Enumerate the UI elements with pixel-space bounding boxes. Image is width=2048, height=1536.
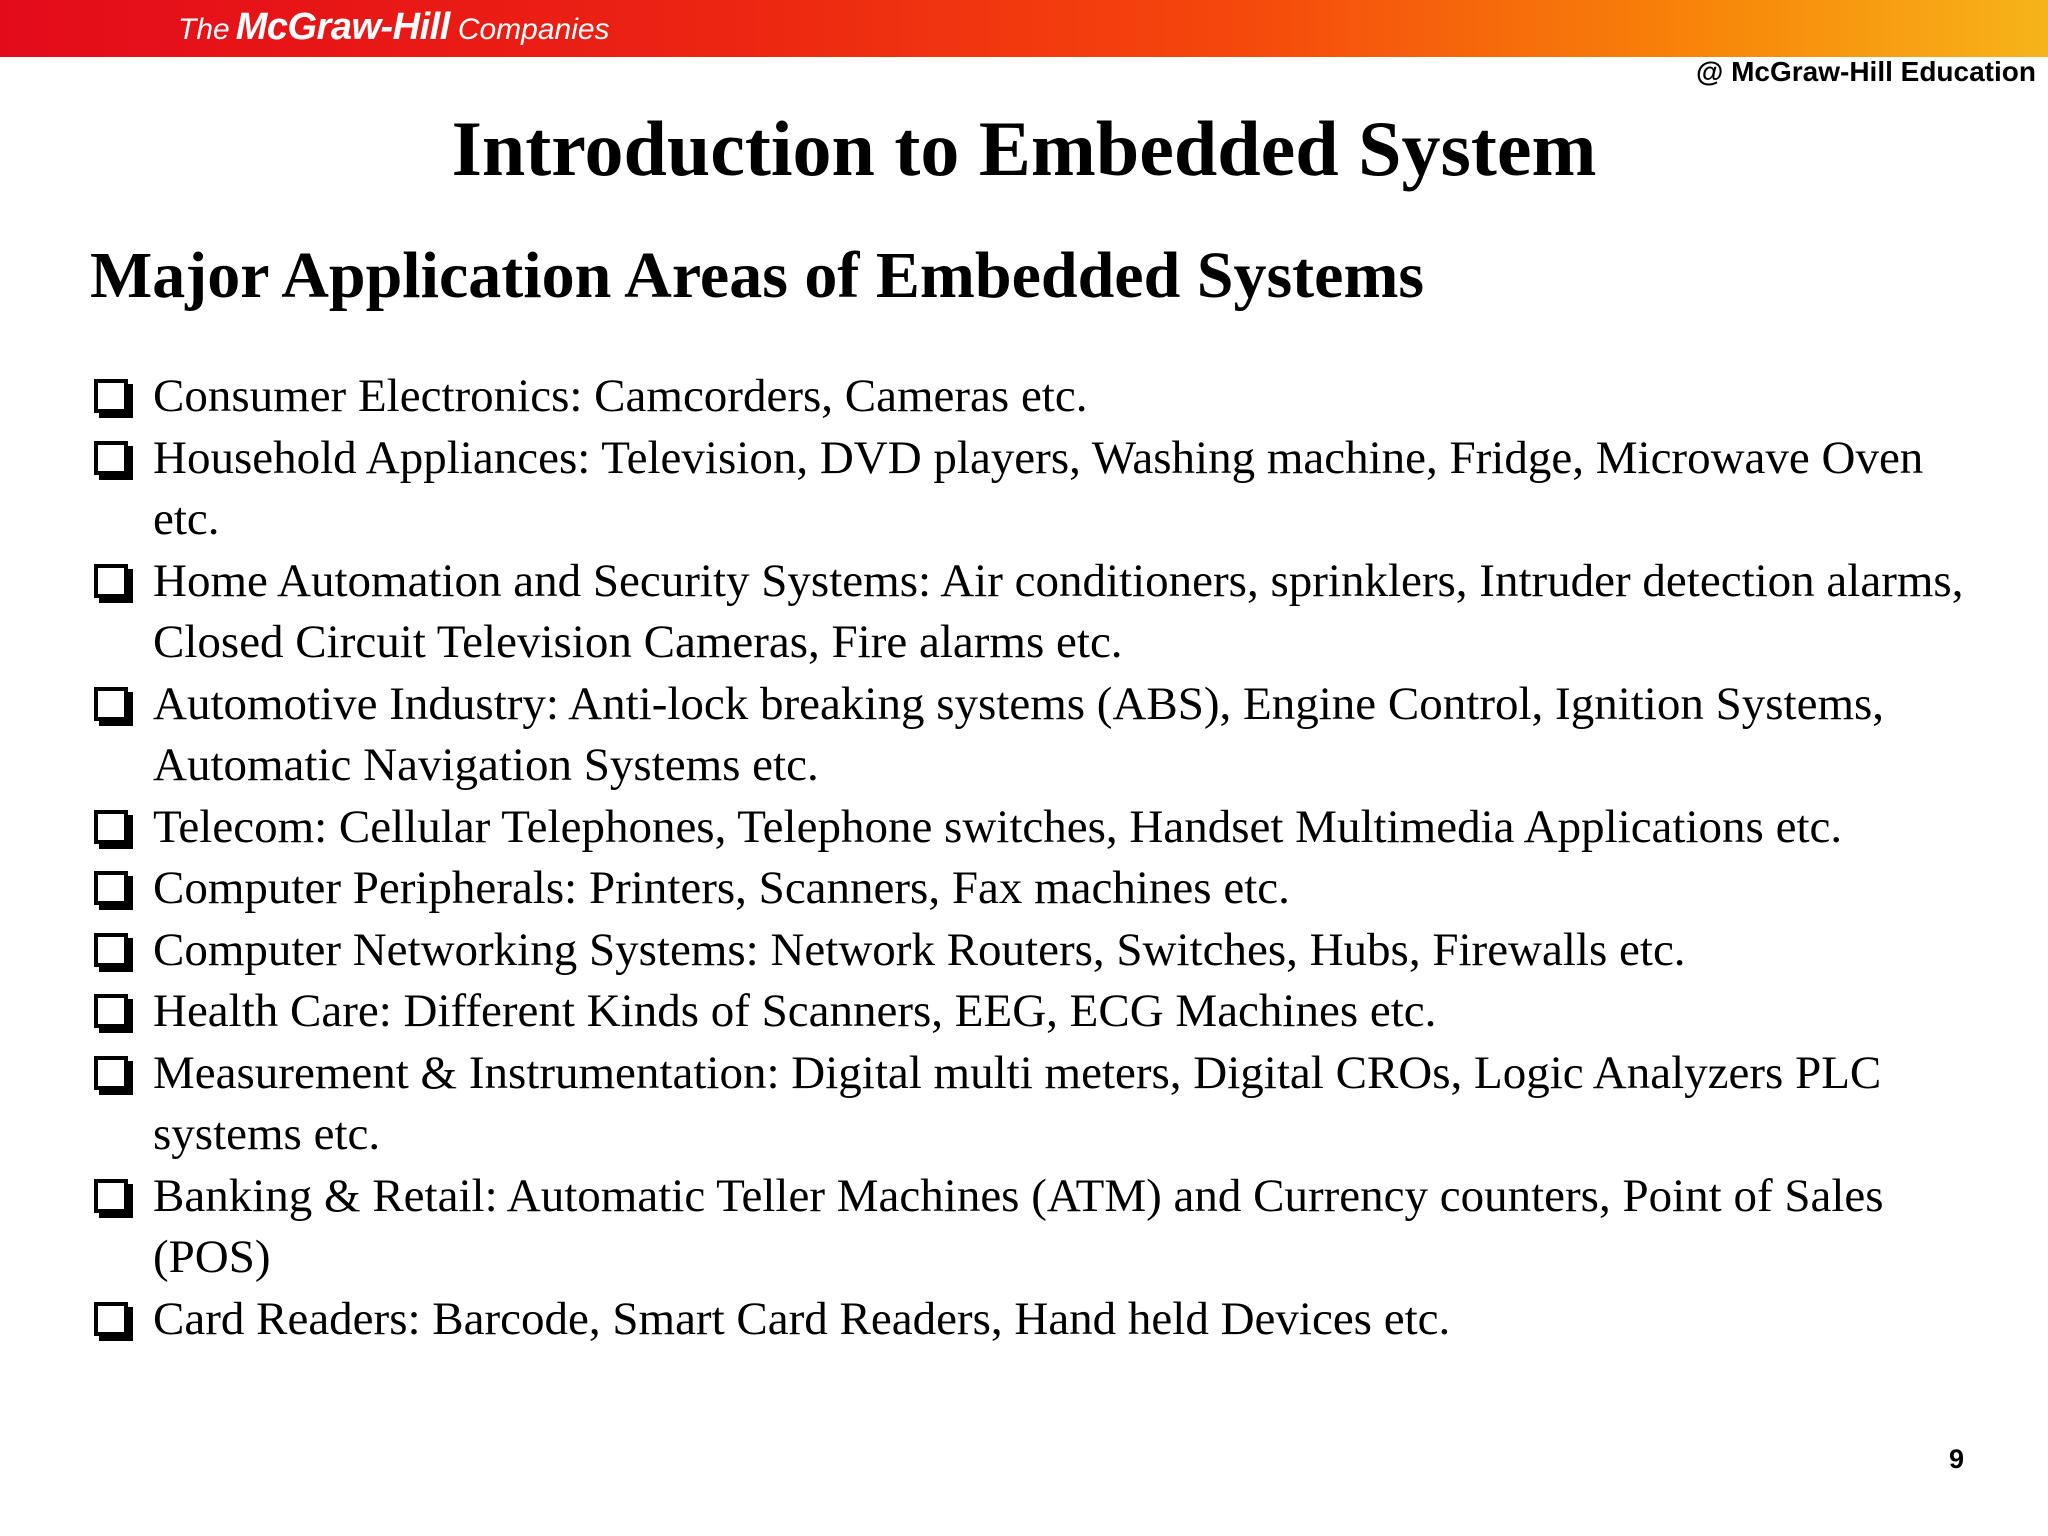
list-item: [90, 858, 2000, 920]
brand-name: McGraw-Hill: [235, 6, 450, 48]
list-item-text: Card Readers: Barcode, Smart Card Readers, Hand held Devices etc.: [153, 1292, 1451, 1345]
brand-suffix: Companies: [457, 13, 610, 46]
checkbox-icon: [94, 379, 128, 413]
mcgraw-hill-logo: [178, 6, 610, 50]
list-item-text: Computer Networking Systems: Network Routers, Switches, Hubs, Firewalls etc.: [153, 923, 1686, 976]
list-item: [90, 674, 2000, 797]
copyright-notice: @ McGraw-Hill Education: [1695, 56, 2036, 87]
list-item-text: Home Automation and Security Systems: Air conditioners, sprinklers, Intruder detection alarms, Closed Circuit Television Cameras, Fire alarms etc.: [153, 554, 1964, 668]
list-item-text: Household Appliances: Television, DVD players, Washing machine, Fridge, Microwave Oven etc.: [153, 431, 1924, 545]
list-item: [90, 428, 2000, 551]
checkbox-icon: [94, 441, 128, 475]
list-item: [90, 1166, 2000, 1289]
list-item: [90, 1289, 2000, 1351]
application-area-list: [90, 366, 2000, 1350]
list-item-text: Measurement & Instrumentation: Digital multi meters, Digital CROs, Logic Analyzers PLC systems etc.: [153, 1046, 1882, 1160]
list-item-text: Banking & Retail: Automatic Teller Machines (ATM) and Currency counters, Point of Sales (POS): [153, 1169, 1884, 1283]
slide-title: Introduction to Embedded System: [451, 105, 1597, 192]
checkbox-icon: [94, 687, 128, 721]
checkbox-icon: [94, 1179, 128, 1213]
brand-prefix: The: [178, 13, 230, 46]
checkbox-icon: [94, 871, 128, 905]
list-item: [90, 981, 2000, 1043]
checkbox-icon: [94, 994, 128, 1028]
checkbox-icon: [94, 810, 128, 844]
list-item: [90, 1043, 2000, 1166]
checkbox-icon: [94, 933, 128, 967]
checkbox-icon: [94, 1056, 128, 1090]
slide-subtitle: Major Application Areas of Embedded Systems: [90, 239, 1425, 312]
list-item-text: Consumer Electronics: Camcorders, Cameras etc.: [153, 370, 1088, 422]
list-item-text: Health Care: Different Kinds of Scanners, EEG, ECG Machines etc.: [153, 985, 1437, 1037]
list-item: [90, 797, 2000, 859]
list-item-text: Computer Peripherals: Printers, Scanners, Fax machines etc.: [153, 862, 1290, 914]
list-item-text: Automotive Industry: Anti-lock breaking systems (ABS), Engine Control, Ignition Systems, Automatic Navigation Systems etc.: [153, 677, 1885, 791]
list-item: [90, 366, 2000, 428]
list-item: [90, 920, 2000, 982]
list-item-text: Telecom: Cellular Telephones, Telephone switches, Handset Multimedia Applications etc.: [153, 800, 1843, 853]
brand-header-bar: [0, 0, 2048, 57]
page-number: 9: [1948, 1444, 1964, 1474]
checkbox-icon: [94, 1302, 128, 1336]
list-item: [90, 551, 2000, 674]
checkbox-icon: [94, 564, 128, 598]
